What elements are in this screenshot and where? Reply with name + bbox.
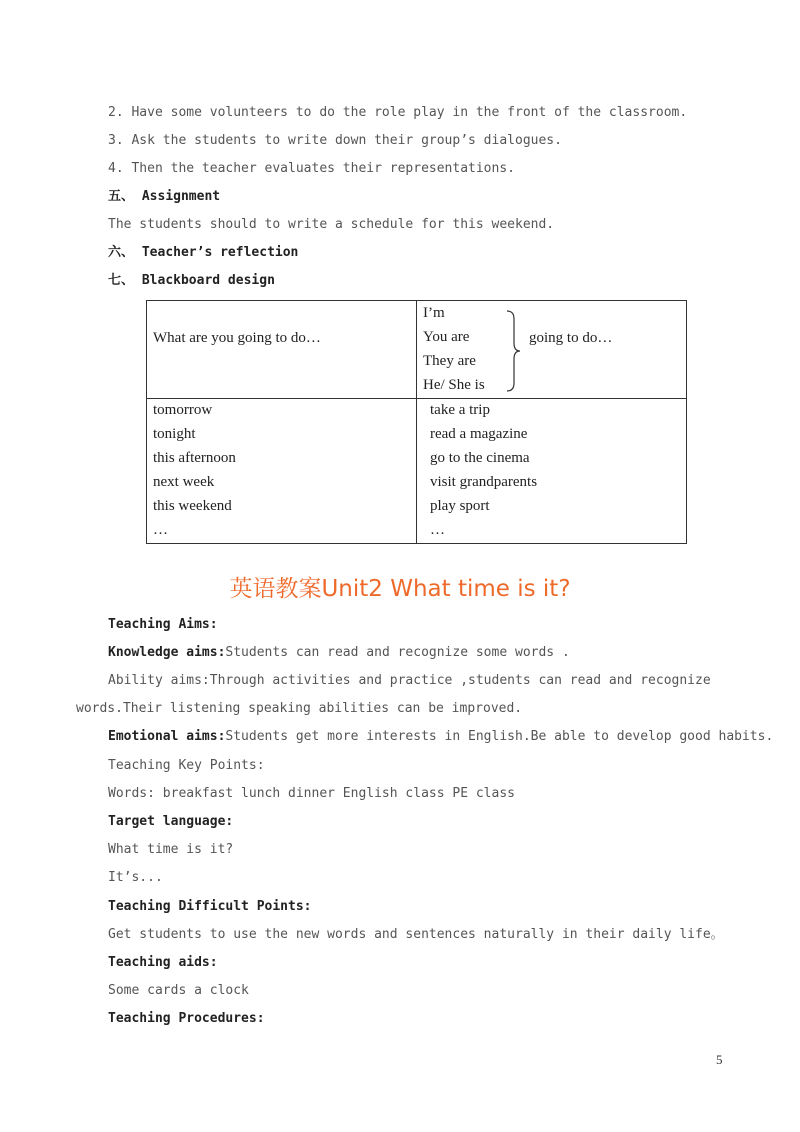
lesson-heading: 英语教案Unit2 What time is it? xyxy=(229,576,571,602)
procedure-item-4: 4. Then the teacher evaluates their representations. xyxy=(108,161,515,176)
aids-text: Some cards a clock xyxy=(108,983,249,998)
time-item: tonight xyxy=(153,426,196,442)
procedures-label: Teaching Procedures: xyxy=(108,1011,265,1026)
page-number: 5 xyxy=(716,1052,723,1067)
emotional-aims xyxy=(108,728,773,746)
activity-item: read a magazine xyxy=(430,426,528,442)
knowledge-label: Knowledge aims: xyxy=(108,645,226,660)
section-number: 五、 xyxy=(108,189,135,204)
blackboard-table xyxy=(146,300,687,544)
key-points-label: Teaching Key Points: xyxy=(108,758,265,773)
times-cell xyxy=(147,399,417,544)
knowledge-text: Students can read and recognize some words . xyxy=(225,645,570,660)
aims-label: Teaching Aims: xyxy=(108,617,218,632)
aids-label: Teaching aids: xyxy=(108,955,218,970)
section-title: Assignment xyxy=(141,189,221,204)
knowledge-aims xyxy=(108,644,570,662)
reflection-heading xyxy=(108,244,298,262)
assignment-text: The students should to write a schedule for this weekend. xyxy=(108,217,555,232)
section-title: Blackboard design xyxy=(141,273,275,288)
blackboard-heading xyxy=(108,272,275,290)
target-question: What time is it? xyxy=(108,842,234,857)
procedure-item-2: 2. Have some volunteers to do the role play in the front of the classroom. xyxy=(108,105,688,120)
activity-item: go to the cinema xyxy=(430,450,530,466)
question-cell xyxy=(147,301,417,399)
words-line: Words: breakfast lunch dinner English class PE class xyxy=(108,786,515,801)
pronoun-item: You are xyxy=(423,329,470,345)
section-number: 六、 xyxy=(108,245,135,260)
going-to-text: going to do… xyxy=(529,330,613,346)
target-label: Target language: xyxy=(108,814,234,829)
difficult-text: Get students to use the new words and sentences naturally in their daily life。 xyxy=(108,927,724,942)
time-item: this weekend xyxy=(153,498,232,514)
time-item: tomorrow xyxy=(153,402,213,418)
section-title: Teacher’s reflection xyxy=(141,245,299,260)
activity-item: take a trip xyxy=(430,402,490,418)
ability-aims-line2: words.Their listening speaking abilities can be improved. xyxy=(76,701,523,716)
assignment-heading xyxy=(108,188,220,206)
pronoun-cell xyxy=(417,301,687,399)
time-item: next week xyxy=(153,474,215,490)
activities-cell xyxy=(417,399,687,544)
right-brace-icon xyxy=(505,309,521,393)
section-number: 七、 xyxy=(108,273,135,288)
activity-item: play sport xyxy=(430,498,490,514)
pronoun-item: They are xyxy=(423,353,476,369)
time-item: … xyxy=(153,522,168,538)
activity-item: … xyxy=(430,522,445,538)
time-item: this afternoon xyxy=(153,450,236,466)
table-row xyxy=(147,399,687,544)
emotional-label: Emotional aims: xyxy=(108,729,226,744)
difficult-label: Teaching Difficult Points: xyxy=(108,899,312,914)
procedure-item-3: 3. Ask the students to write down their group’s dialogues. xyxy=(108,133,562,148)
target-answer: It’s... xyxy=(108,870,163,885)
question-text: What are you going to do… xyxy=(153,330,321,346)
ability-aims-line1: Ability aims:Through activities and practice ,students can read and recognize xyxy=(108,673,711,688)
activity-item: visit grandparents xyxy=(430,474,538,490)
pronoun-item: He/ She is xyxy=(423,377,485,393)
table-row xyxy=(147,301,687,399)
pronoun-item: I’m xyxy=(423,305,445,321)
emotional-text: Students get more interests in English.Be able to develop good habits. xyxy=(225,729,774,744)
